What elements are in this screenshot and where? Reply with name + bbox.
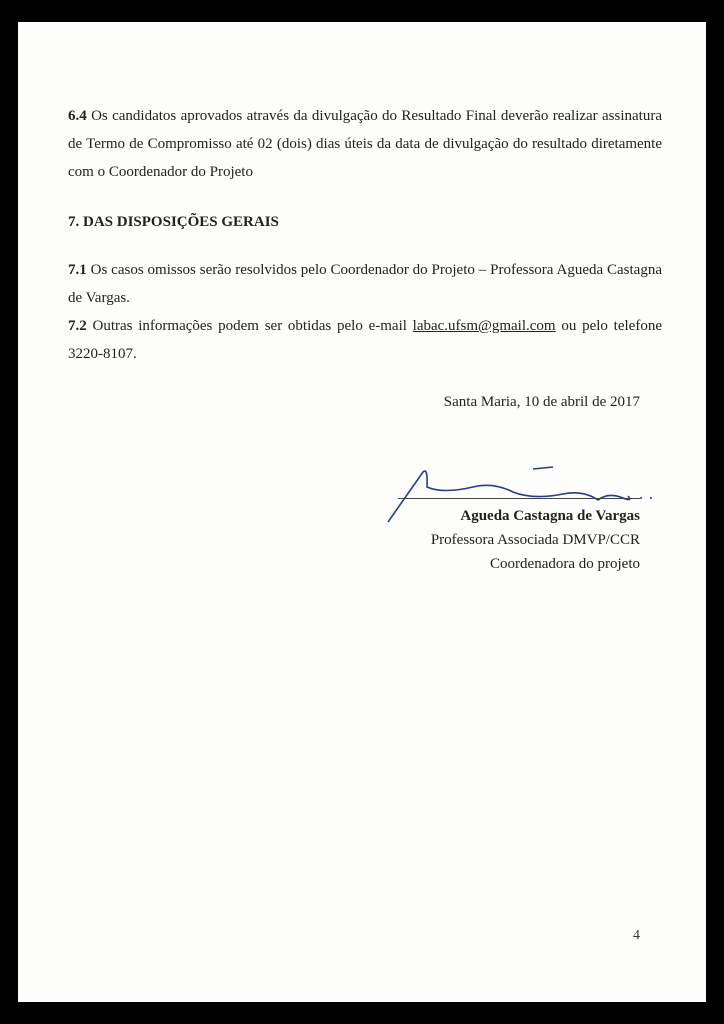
signature-line xyxy=(398,498,640,499)
section-heading: 7. DAS DISPOSIÇÕES GERAIS xyxy=(68,214,279,230)
signer-name: Agueda Castagna de Vargas xyxy=(460,508,640,524)
signer-title: Professora Associada DMVP/CCR xyxy=(430,532,640,548)
email-link[interactable]: labac.ufsm@gmail.com xyxy=(412,318,556,334)
item-number: 7.2 xyxy=(68,318,87,334)
item-number: 6.4 xyxy=(68,108,87,124)
item-text: Os candidatos aprovados através da divulgação do Resultado Final deverão realizar assinatura de Termo de Compromisso até 02 (dois) dias úteis da data de divulgação do resultado diretamente com o Coordenador do Projeto xyxy=(68,108,662,180)
paragraph-7-2 xyxy=(68,312,662,368)
paragraph-6-4 xyxy=(68,102,662,186)
place-date: Santa Maria, 10 de abril de 2017 xyxy=(443,394,640,410)
item-text: Os casos omissos serão resolvidos pelo Coordenador do Projeto – Professora Agueda Castagna de Vargas. xyxy=(68,262,662,306)
item-text-before: Outras informações podem ser obtidas pelo e-mail xyxy=(86,318,413,334)
paragraph-7-1 xyxy=(68,256,662,312)
item-number: 7.1 xyxy=(68,262,87,278)
signer-role: Coordenadora do projeto xyxy=(490,556,640,572)
document-page xyxy=(18,22,706,1002)
page-number: 4 xyxy=(633,928,640,943)
item-text-after: ou pelo telefone 3220-8107. xyxy=(68,318,662,362)
